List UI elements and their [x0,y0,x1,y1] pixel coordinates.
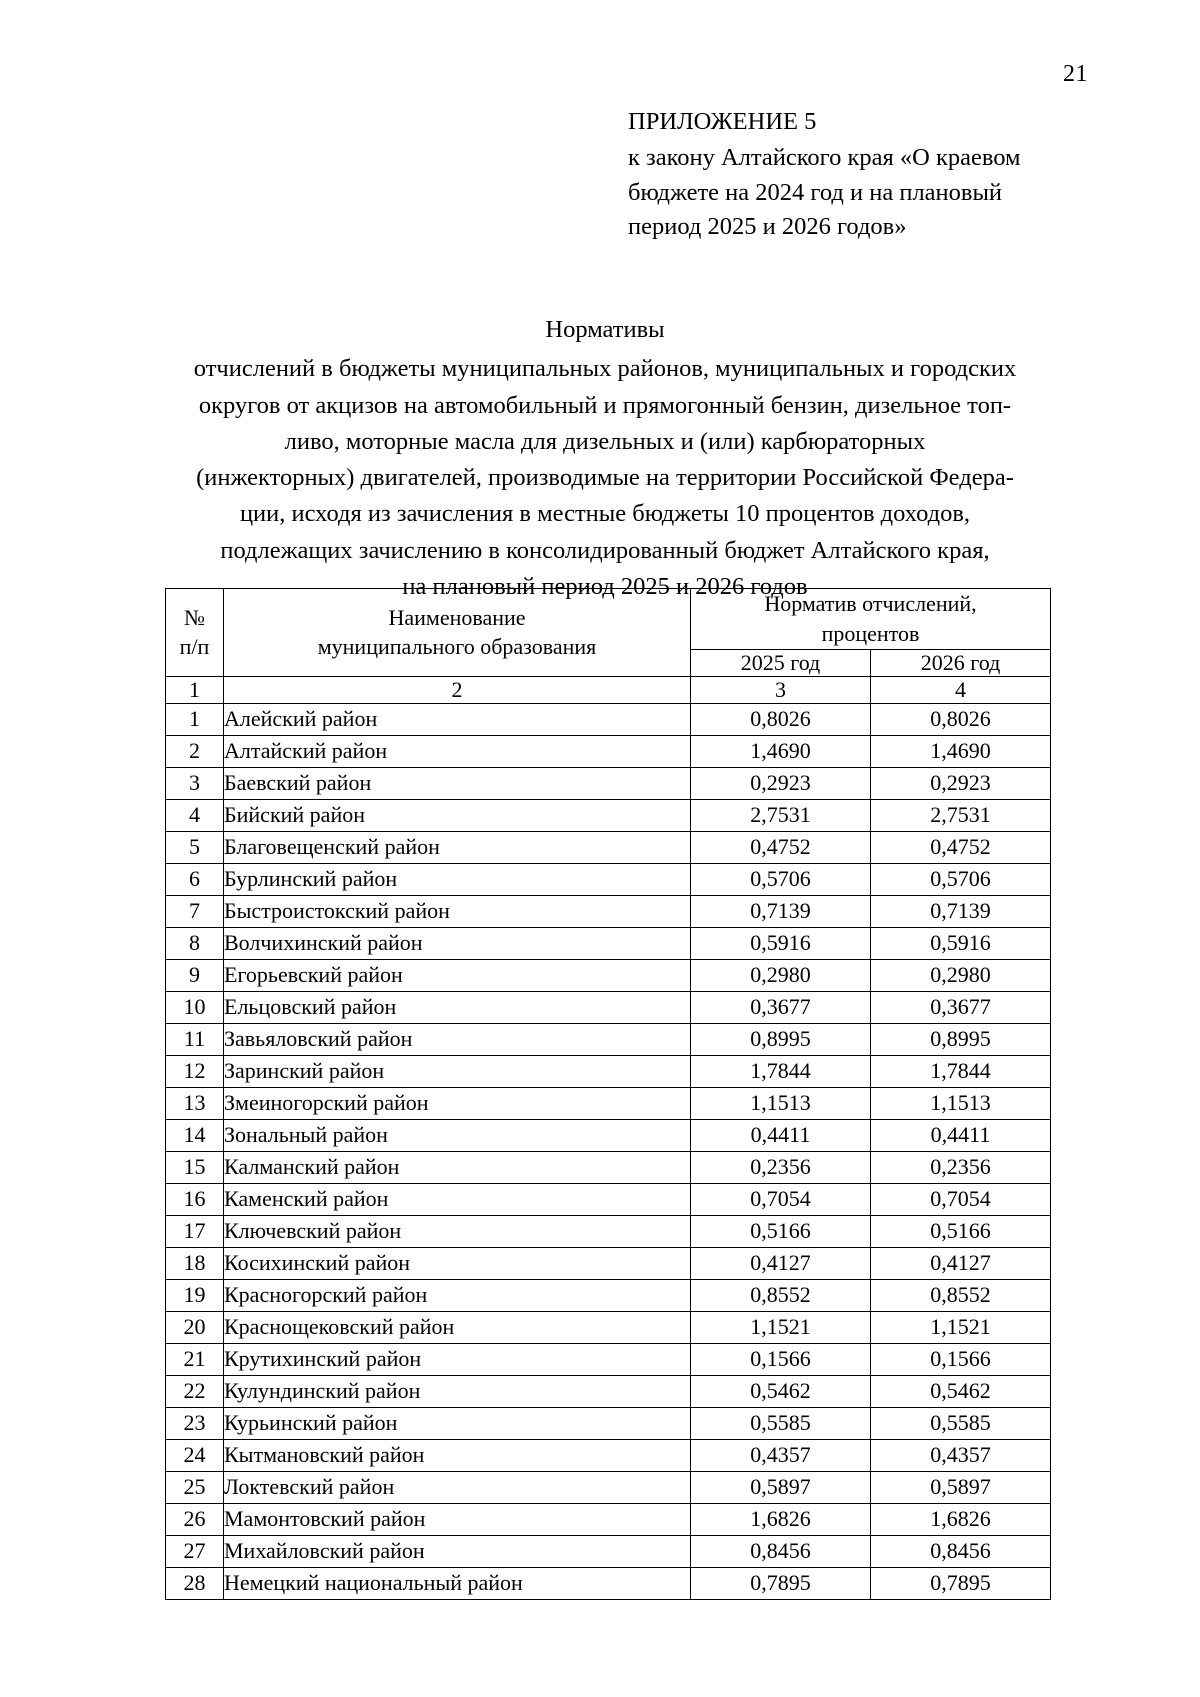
norm-2025: 0,7895 [691,1567,871,1599]
municipality-name: Алтайский район [224,735,691,767]
municipality-name: Краснощековский район [224,1311,691,1343]
heading-line-6: подлежащих зачислению в консолидированный бюджет Алтайского края, [220,536,990,564]
norm-2025: 0,4127 [691,1247,871,1279]
norm-2026: 0,2923 [871,767,1051,799]
heading-line-2: округов от акцизов на автомобильный и прямогонный бензин, дизельное топ- [198,391,1012,419]
table-row [166,1471,1051,1503]
table-row [166,831,1051,863]
table-row [166,767,1051,799]
table-row [166,1215,1051,1247]
row-index: 20 [166,1311,224,1343]
norm-2025: 0,8456 [691,1535,871,1567]
header-name-line-2: муниципального образования [317,634,597,660]
norms-table [165,588,1051,1600]
heading-line-5: ции, исходя из зачисления в местные бюджеты 10 процентов доходов, [239,500,971,528]
table-header [166,589,1051,704]
table-row [166,1535,1051,1567]
heading-word: Нормативы [545,316,665,343]
table-row [166,991,1051,1023]
header-cell-year-2025: 2025 год [691,649,871,676]
municipality-name: Кулундинский район [224,1375,691,1407]
norm-2026: 0,4357 [871,1439,1051,1471]
table-row [166,1407,1051,1439]
municipality-name: Немецкий национальный район [224,1567,691,1599]
row-index: 21 [166,1343,224,1375]
row-index: 8 [166,927,224,959]
row-index: 25 [166,1471,224,1503]
column-number-2: 2 [224,676,691,703]
row-index: 16 [166,1183,224,1215]
row-index: 18 [166,1247,224,1279]
municipality-name: Каменский район [224,1183,691,1215]
norm-2026: 0,8456 [871,1535,1051,1567]
norm-2026: 1,6826 [871,1503,1051,1535]
norm-2026: 2,7531 [871,799,1051,831]
appendix-line-2: бюджете на 2024 год и на плановый [628,178,1003,206]
municipality-name: Бурлинский район [224,863,691,895]
document-heading [150,312,1060,605]
row-index: 9 [166,959,224,991]
municipality-name: Калманский район [224,1151,691,1183]
norm-2026: 1,4690 [871,735,1051,767]
norm-2026: 0,5166 [871,1215,1051,1247]
norm-2025: 0,8995 [691,1023,871,1055]
norm-2025: 0,5585 [691,1407,871,1439]
table-row [166,1503,1051,1535]
norm-2025: 0,2980 [691,959,871,991]
header-row-main [166,589,1051,650]
municipality-name: Зональный район [224,1119,691,1151]
municipality-name: Заринский район [224,1055,691,1087]
page-number: 21 [1063,61,1088,87]
table-row [166,1439,1051,1471]
table-row [166,959,1051,991]
norm-2025: 0,8026 [691,703,871,735]
row-index: 23 [166,1407,224,1439]
norm-2026: 0,5462 [871,1375,1051,1407]
row-index: 13 [166,1087,224,1119]
norm-2025: 0,4752 [691,831,871,863]
table-row [166,703,1051,735]
row-index: 5 [166,831,224,863]
norm-2026: 0,4127 [871,1247,1051,1279]
norm-2026: 0,8995 [871,1023,1051,1055]
norm-2026: 0,2980 [871,959,1051,991]
header-norm-line-1: Норматив отчислений, [764,591,977,616]
municipality-name: Егорьевский район [224,959,691,991]
table-row [166,1279,1051,1311]
table-row [166,1023,1051,1055]
norm-2025: 0,7139 [691,895,871,927]
norm-2025: 0,2356 [691,1151,871,1183]
norm-2025: 0,2923 [691,767,871,799]
row-index: 2 [166,735,224,767]
heading-line-1: отчислений в бюджеты муниципальных районов, муниципальных и городских [193,355,1017,383]
municipality-name: Алейский район [224,703,691,735]
row-index: 15 [166,1151,224,1183]
row-index: 3 [166,767,224,799]
row-index: 11 [166,1023,224,1055]
row-index: 24 [166,1439,224,1471]
norm-2025: 0,4411 [691,1119,871,1151]
norm-2025: 0,7054 [691,1183,871,1215]
header-cell-name [224,589,691,677]
table-row [166,927,1051,959]
header-name-line-1: Наименование [388,604,526,630]
norm-2025: 0,4357 [691,1439,871,1471]
norm-2026: 0,7054 [871,1183,1051,1215]
norm-2026: 0,1566 [871,1343,1051,1375]
norm-2026: 1,7844 [871,1055,1051,1087]
norms-table-container [165,588,1050,1600]
table-row [166,895,1051,927]
municipality-name: Крутихинский район [224,1343,691,1375]
row-index: 10 [166,991,224,1023]
norm-2026: 0,8552 [871,1279,1051,1311]
row-index: 19 [166,1279,224,1311]
table-body [166,703,1051,1599]
norm-2026: 1,1513 [871,1087,1051,1119]
norm-2025: 0,3677 [691,991,871,1023]
row-index: 26 [166,1503,224,1535]
municipality-name: Мамонтовский район [224,1503,691,1535]
header-row-column-numbers [166,676,1051,703]
norm-2026: 0,2356 [871,1151,1051,1183]
table-row [166,1183,1051,1215]
heading-line-4: (инжекторных) двигателей, производимые на территории Российской Федера- [196,464,1014,491]
municipality-name: Волчихинский район [224,927,691,959]
norm-2026: 0,3677 [871,991,1051,1023]
row-index: 6 [166,863,224,895]
norm-2026: 0,4411 [871,1119,1051,1151]
row-index: 17 [166,1215,224,1247]
norm-2026: 0,7895 [871,1567,1051,1599]
row-index: 27 [166,1535,224,1567]
row-index: 28 [166,1567,224,1599]
municipality-name: Михайловский район [224,1535,691,1567]
norm-2025: 0,5706 [691,863,871,895]
header-number-line-2: п/п [179,634,210,660]
norm-2025: 1,1513 [691,1087,871,1119]
municipality-name: Ключевский район [224,1215,691,1247]
table-row [166,1375,1051,1407]
table-row [166,799,1051,831]
header-number-line-1: № [184,604,205,630]
header-cell-year-2026: 2026 год [871,649,1051,676]
norm-2025: 1,7844 [691,1055,871,1087]
appendix-reference-block [628,105,1098,245]
municipality-name: Красногорский район [224,1279,691,1311]
municipality-name: Быстроистокский район [224,895,691,927]
municipality-name: Курьинский район [224,1407,691,1439]
norm-2025: 1,6826 [691,1503,871,1535]
municipality-name: Змеиногорский район [224,1087,691,1119]
column-number-1: 1 [166,676,224,703]
norm-2026: 0,5897 [871,1471,1051,1503]
row-index: 12 [166,1055,224,1087]
table-row [166,1087,1051,1119]
norm-2025: 0,1566 [691,1343,871,1375]
norm-2026: 0,5585 [871,1407,1051,1439]
header-cell-number [166,589,224,677]
norm-2025: 0,8552 [691,1279,871,1311]
norm-2026: 0,7139 [871,895,1051,927]
heading-line-3: ливо, моторные масла для дизельных и (или) карбюраторных [284,427,926,455]
heading-line-7: на плановый период 2025 и 2026 годов [402,572,808,600]
norm-2025: 0,5462 [691,1375,871,1407]
municipality-name: Кытмановский район [224,1439,691,1471]
municipality-name: Бийский район [224,799,691,831]
table-row [166,1567,1051,1599]
table-row [166,1343,1051,1375]
table-row [166,735,1051,767]
norm-2025: 1,4690 [691,735,871,767]
row-index: 7 [166,895,224,927]
municipality-name: Косихинский район [224,1247,691,1279]
norm-2025: 0,5916 [691,927,871,959]
table-row [166,1055,1051,1087]
table-row [166,1311,1051,1343]
row-index: 22 [166,1375,224,1407]
norm-2025: 0,5897 [691,1471,871,1503]
header-cell-norm [691,589,1051,650]
appendix-line-3: период 2025 и 2026 годов» [628,213,907,241]
table-row [166,863,1051,895]
norm-2025: 2,7531 [691,799,871,831]
norm-2025: 0,5166 [691,1215,871,1247]
table-row [166,1247,1051,1279]
municipality-name: Баевский район [224,767,691,799]
row-index: 1 [166,703,224,735]
row-index: 14 [166,1119,224,1151]
appendix-line-1: к закону Алтайского края «О краевом [628,143,1021,171]
column-number-3: 3 [691,676,871,703]
norm-2026: 0,8026 [871,703,1051,735]
table-row [166,1119,1051,1151]
municipality-name: Благовещенский район [224,831,691,863]
header-norm-line-2: процентов [821,620,920,646]
norm-2026: 0,5916 [871,927,1051,959]
municipality-name: Локтевский район [224,1471,691,1503]
municipality-name: Ельцовский район [224,991,691,1023]
norm-2026: 1,1521 [871,1311,1051,1343]
norm-2026: 0,4752 [871,831,1051,863]
norm-2025: 1,1521 [691,1311,871,1343]
norm-2026: 0,5706 [871,863,1051,895]
municipality-name: Завьяловский район [224,1023,691,1055]
column-number-4: 4 [871,676,1051,703]
row-index: 4 [166,799,224,831]
table-row [166,1151,1051,1183]
appendix-title: ПРИЛОЖЕНИЕ 5 [628,108,817,135]
